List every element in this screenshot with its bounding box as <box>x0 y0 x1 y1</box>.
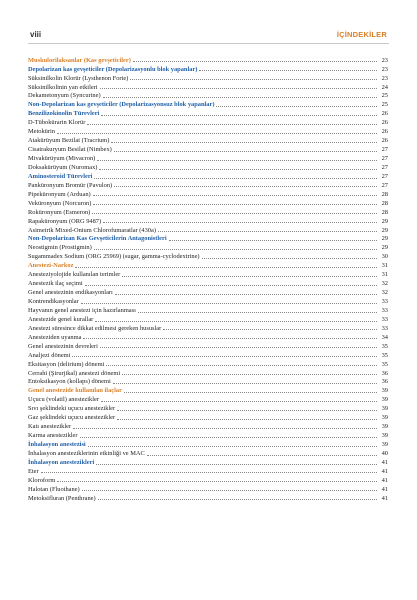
toc-entry-label: Atakürüyum Bezilat (Tracrium) <box>28 137 110 145</box>
toc-entry-page: 33 <box>381 324 388 332</box>
toc-entry-label: Benzilizokinolin Türevleri <box>28 110 100 118</box>
dot-leader <box>81 303 377 304</box>
toc-entry-label: Metokürin <box>28 128 55 136</box>
toc-entry-label: Eter <box>28 467 39 475</box>
toc-entry-page: 33 <box>381 315 388 323</box>
toc-entry[interactable] <box>28 287 388 296</box>
toc-entry[interactable] <box>28 243 388 252</box>
dot-leader <box>103 222 377 223</box>
dot-leader <box>106 365 377 366</box>
toc-entry[interactable] <box>28 439 388 448</box>
toc-entry-page: 39 <box>381 396 388 404</box>
dot-leader <box>95 321 377 322</box>
toc-entry-page: 24 <box>381 83 388 91</box>
dot-leader <box>57 481 377 482</box>
toc-entry[interactable] <box>28 82 388 91</box>
toc-entry[interactable] <box>28 341 388 350</box>
toc-entry-label: Metoksifluran (Penthrane) <box>28 494 96 502</box>
toc-entry-page: 26 <box>381 137 388 145</box>
dot-leader <box>117 410 377 411</box>
page-number: viii <box>30 30 42 39</box>
dot-leader <box>158 231 377 232</box>
toc-entry-page: 32 <box>381 289 388 297</box>
toc-entry-page: 35 <box>381 360 388 368</box>
toc-entry[interactable] <box>28 109 388 118</box>
toc-entry-label: Katı anestezikler <box>28 423 72 431</box>
toc-entry-label: İnhalasyon anestezikleri <box>28 458 95 466</box>
toc-entry[interactable] <box>28 127 388 136</box>
toc-entry-label: Rokürоnyum (Esmeron) <box>28 208 91 216</box>
toc-entry-label: Hayvanın genel anestezi için hazırlanması <box>28 306 136 314</box>
dot-leader <box>103 97 377 98</box>
toc-entry-label: Anestezi süresince dikkat edilmesi gereken hususlar <box>28 324 162 332</box>
toc-entry-label: Kloroform <box>28 476 56 484</box>
toc-entry-label: Anesteziyolojide kullanılan terimler <box>28 271 121 279</box>
toc-entry-page: 35 <box>381 342 388 350</box>
toc-entry-label: Anestezik ilaç seçimi <box>28 280 83 288</box>
toc-entry[interactable] <box>28 359 388 368</box>
toc-entry-label: D-Tübokürarin Klorür <box>28 119 86 127</box>
toc-entry-page: 23 <box>381 56 388 64</box>
toc-entry[interactable] <box>28 55 388 64</box>
toc-entry[interactable] <box>28 368 388 377</box>
dot-leader <box>101 401 377 402</box>
toc-entry[interactable] <box>28 404 388 413</box>
toc-entry-label: Süksinilkolinin yan etkileri <box>28 83 98 91</box>
toc-entry-label: Sugammadex Sodium (ORG 25969) (sugar, gamma-cyclodextrine) <box>28 253 200 261</box>
toc-entry[interactable] <box>28 323 388 332</box>
dot-leader <box>94 178 377 179</box>
toc-entry-page: 28 <box>381 208 388 216</box>
toc-entry-label: Anesteziden uyanma <box>28 333 82 341</box>
toc-entry-page: 31 <box>381 262 388 270</box>
dot-leader <box>93 195 377 196</box>
toc-entry-label: Genel anestezide kullanılan ilaçlar <box>28 387 122 395</box>
dot-leader <box>114 151 377 152</box>
toc-entry-page: 23 <box>381 65 388 73</box>
toc-entry-label: Cerrahi (Şirurjikal) anestezi dönemi <box>28 369 121 377</box>
toc-entry-label: İnhalasyon anesteziklerinin etkinliği ve MAC <box>28 449 145 457</box>
dot-leader <box>138 312 377 313</box>
toc-entry-label: Dekametonyum (Syncurine) <box>28 92 101 100</box>
toc-entry[interactable] <box>28 457 388 466</box>
toc-entry-label: Mivakürüyum (Mivacron) <box>28 155 96 163</box>
toc-entry-label: Non-Depolarizan kas gevşeticiler (Depolarizasyonsuz blok yapanlar) <box>28 101 215 109</box>
toc-entry-page: 32 <box>381 280 388 288</box>
toc-entry-page: 41 <box>381 467 388 475</box>
dot-leader <box>73 428 377 429</box>
dot-leader <box>80 437 378 438</box>
toc-entry-page: 31 <box>381 271 388 279</box>
dot-leader <box>117 419 377 420</box>
toc-entry-label: Pipekürоnyum (Arduan) <box>28 190 91 198</box>
dot-leader <box>133 61 377 62</box>
toc-entry-page: 41 <box>381 485 388 493</box>
toc-entry-page: 39 <box>381 423 388 431</box>
toc-entry-label: Karma anestezikler <box>28 432 78 440</box>
toc-entry-page: 27 <box>381 155 388 163</box>
toc-entry-page: 39 <box>381 414 388 422</box>
toc-entry-label: Depolarizan kas gevşeticiler (Depolarizasyonlu blok yapanlar) <box>28 65 198 73</box>
toc-entry[interactable] <box>28 225 388 234</box>
toc-entry-label: Kontrendikasyonlar <box>28 298 79 306</box>
dot-leader <box>163 329 377 330</box>
table-of-contents <box>28 55 388 502</box>
toc-entry[interactable] <box>28 207 388 216</box>
toc-entry-page: 26 <box>381 128 388 136</box>
toc-entry[interactable] <box>28 296 388 305</box>
dot-leader <box>113 383 377 384</box>
toc-entry-label: Gaz şeklindeki uçucu anestezikler <box>28 414 116 422</box>
toc-entry[interactable] <box>28 314 388 323</box>
dot-leader <box>169 240 377 241</box>
toc-entry[interactable] <box>28 198 388 207</box>
toc-entry-page: 36 <box>381 378 388 386</box>
toc-entry[interactable] <box>28 332 388 341</box>
toc-entry-label: Neostigmin (Prostigmin) <box>28 244 92 252</box>
dot-leader <box>82 490 377 491</box>
toc-entry-label: Halotan (Fluothane) <box>28 485 80 493</box>
toc-entry-label: Non-Depolarizan Kas Gevşeticilerin Antagonistleri <box>28 235 167 243</box>
toc-entry[interactable] <box>28 377 388 386</box>
dot-leader <box>100 347 377 348</box>
toc-entry-label: Muskulorilaksanlar (Kas gevşeticiler) <box>28 56 131 64</box>
toc-entry[interactable] <box>28 395 388 404</box>
toc-entry-label: Doksakürüyum (Nuromax) <box>28 163 98 171</box>
toc-entry[interactable] <box>28 153 388 162</box>
dot-leader <box>202 258 377 259</box>
dot-leader <box>122 374 377 375</box>
toc-entry-page: 29 <box>381 244 388 252</box>
toc-entry[interactable] <box>28 270 388 279</box>
toc-entry-page: 41 <box>381 458 388 466</box>
toc-entry-page: 34 <box>381 333 388 341</box>
toc-entry[interactable] <box>28 421 388 430</box>
toc-entry-page: 36 <box>381 369 388 377</box>
toc-entry-page: 39 <box>381 432 388 440</box>
toc-entry-label: Uçucu (volatil) anestezikler <box>28 396 99 404</box>
toc-entry-page: 30 <box>381 253 388 261</box>
toc-entry-page: 40 <box>381 449 388 457</box>
toc-entry-label: Anestezide genel kurallar <box>28 315 94 323</box>
dot-leader <box>92 213 377 214</box>
page-header <box>0 0 417 52</box>
toc-entry[interactable] <box>28 180 388 189</box>
dot-leader <box>88 446 377 447</box>
toc-entry[interactable] <box>28 73 388 82</box>
toc-entry-page: 27 <box>381 172 388 180</box>
toc-entry-label: İnhalasyon anestezisi <box>28 441 86 449</box>
toc-entry[interactable] <box>28 162 388 171</box>
toc-entry-label: Entoksikasyon (kollaps) dönemi <box>28 378 111 386</box>
dot-leader <box>75 267 377 268</box>
dot-leader <box>99 169 377 170</box>
toc-entry-page: 29 <box>381 235 388 243</box>
dot-leader <box>130 79 377 80</box>
toc-entry[interactable] <box>28 484 388 493</box>
dot-leader <box>111 142 377 143</box>
dot-leader <box>93 204 377 205</box>
toc-entry[interactable] <box>28 278 388 287</box>
dot-leader <box>85 285 377 286</box>
toc-entry-page: 27 <box>381 181 388 189</box>
dot-leader <box>72 356 377 357</box>
toc-entry[interactable] <box>28 430 388 439</box>
toc-entry-page: 23 <box>381 74 388 82</box>
toc-entry-label: Analjezi dönemi <box>28 351 71 359</box>
toc-entry-page: 28 <box>381 190 388 198</box>
toc-entry-page: 33 <box>381 306 388 314</box>
toc-entry-page: 29 <box>381 226 388 234</box>
toc-entry-label: Genel anestezinin devreleri <box>28 342 98 350</box>
dot-leader <box>101 115 377 116</box>
dot-leader <box>100 88 377 89</box>
dot-leader <box>98 499 377 500</box>
toc-entry-page: 41 <box>381 494 388 502</box>
toc-entry[interactable] <box>28 305 388 314</box>
toc-entry-label: Aminosteroid Türevleri <box>28 172 93 180</box>
dot-leader <box>41 472 377 473</box>
dot-leader <box>83 338 377 339</box>
toc-entry[interactable] <box>28 466 388 475</box>
dot-leader <box>216 106 377 107</box>
toc-entry-label: Rapakürоnyum (ORG 9487) <box>28 217 102 225</box>
toc-entry-page: 35 <box>381 351 388 359</box>
toc-entry-label: Süksinilkolin Klorür (Lysthenon Forte) <box>28 74 129 82</box>
toc-entry-page: 41 <box>381 476 388 484</box>
dot-leader <box>124 392 377 393</box>
toc-entry[interactable] <box>28 413 388 422</box>
dot-leader <box>147 455 377 456</box>
toc-entry-label: Pankürоnyum Bromür (Pavulon) <box>28 181 113 189</box>
toc-entry-label: Asimetrik Mixed-Onium Chlorofumaratlar (430a) <box>28 226 156 234</box>
toc-entry-label: Genel anestezinin endikasyonları <box>28 289 113 297</box>
toc-entry[interactable] <box>28 91 388 100</box>
toc-entry[interactable] <box>28 135 388 144</box>
dot-leader <box>94 249 377 250</box>
toc-entry-label: Anestezi-Narkoz <box>28 262 74 270</box>
dot-leader <box>97 160 377 161</box>
dot-leader <box>115 294 377 295</box>
toc-entry[interactable] <box>28 171 388 180</box>
toc-entry-page: 25 <box>381 101 388 109</box>
toc-entry[interactable] <box>28 144 388 153</box>
toc-entry[interactable] <box>28 448 388 457</box>
dot-leader <box>96 464 377 465</box>
toc-entry[interactable] <box>28 64 388 73</box>
toc-entry[interactable] <box>28 386 388 395</box>
toc-entry-page: 29 <box>381 217 388 225</box>
toc-entry[interactable] <box>28 252 388 261</box>
toc-entry-page: 28 <box>381 199 388 207</box>
toc-entry-label: Cisatrakuryum Besilat (Nimbex) <box>28 146 112 154</box>
header-divider <box>28 43 389 44</box>
toc-entry-page: 26 <box>381 119 388 127</box>
toc-entry-page: 33 <box>381 298 388 306</box>
dot-leader <box>199 70 377 71</box>
toc-entry[interactable] <box>28 350 388 359</box>
toc-entry[interactable] <box>28 100 388 109</box>
toc-entry[interactable] <box>28 475 388 484</box>
toc-entry-page: 39 <box>381 387 388 395</box>
toc-entry-page: 25 <box>381 92 388 100</box>
dot-leader <box>57 133 377 134</box>
toc-entry-page: 27 <box>381 146 388 154</box>
toc-entry[interactable] <box>28 493 388 502</box>
toc-entry-page: 26 <box>381 110 388 118</box>
toc-entry-label: Eksitasyon (delirium) dönemi <box>28 360 105 368</box>
toc-entry-page: 27 <box>381 163 388 171</box>
toc-entry[interactable] <box>28 216 388 225</box>
toc-entry-page: 39 <box>381 441 388 449</box>
toc-entry-label: Vekürоnyum (Norcuron) <box>28 199 92 207</box>
toc-entry-page: 39 <box>381 405 388 413</box>
toc-entry-label: Sıvı şeklindeki uçucu anestezikler <box>28 405 116 413</box>
toc-entry[interactable] <box>28 234 388 243</box>
dot-leader <box>122 276 377 277</box>
toc-entry[interactable] <box>28 118 388 127</box>
toc-entry[interactable] <box>28 189 388 198</box>
dot-leader <box>87 124 377 125</box>
dot-leader <box>114 186 377 187</box>
section-title: İÇİNDEKİLER <box>336 30 387 39</box>
toc-entry[interactable] <box>28 261 388 270</box>
